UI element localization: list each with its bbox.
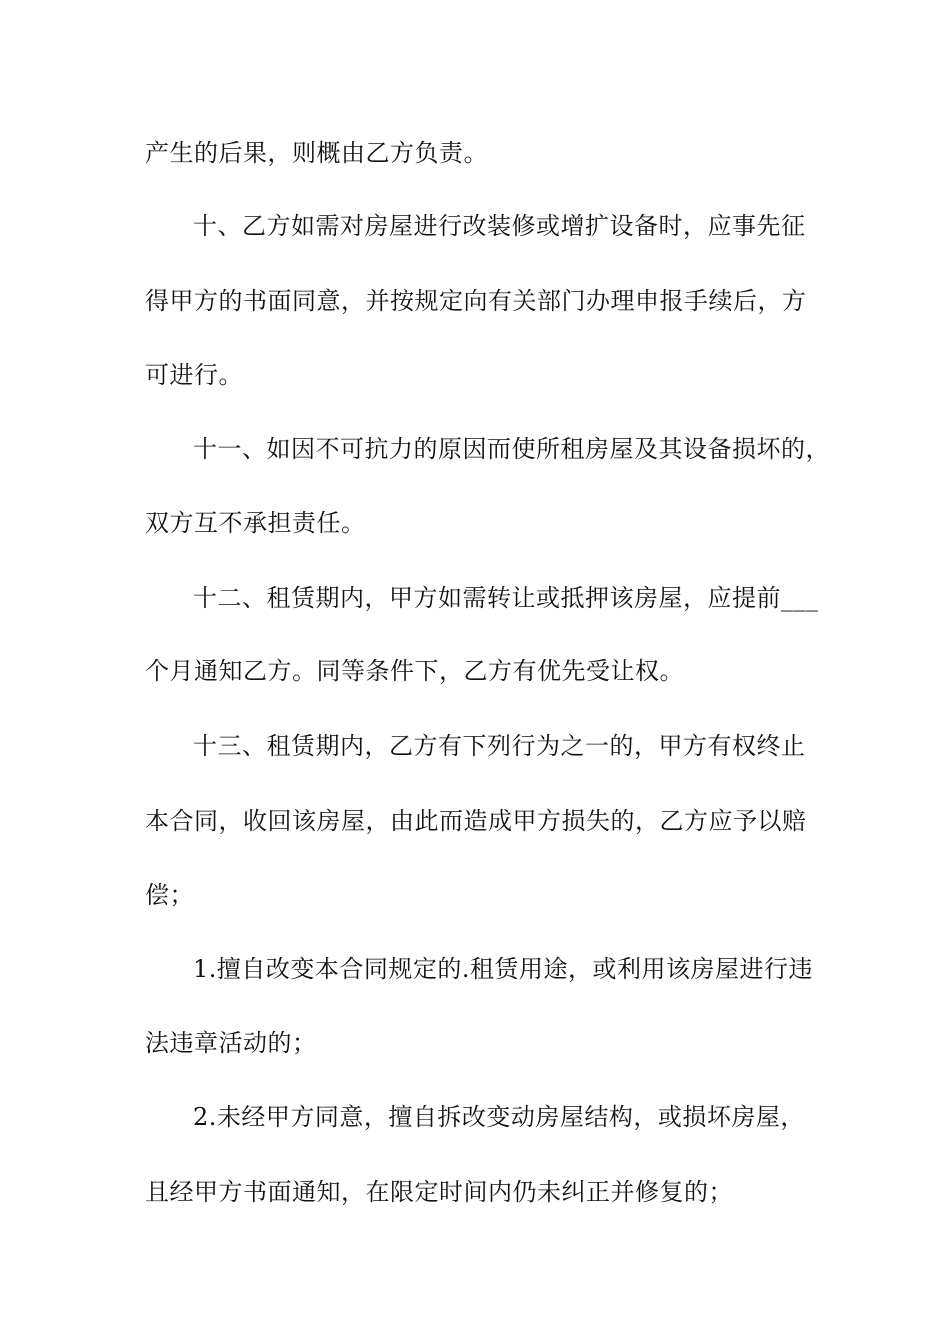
paragraph-11-start: 十一、如因不可抗力的原因而使所租房屋及其设备损坏的， bbox=[193, 435, 830, 463]
text-line: 双方互不承担责任。 bbox=[145, 509, 366, 537]
text-line: 法违章活动的； bbox=[145, 1029, 317, 1057]
text-line: 产生的后果，则概由乙方负责。 bbox=[145, 139, 488, 167]
text-line: 得甲方的书面同意，并按规定向有关部门办理申报手续后，方 bbox=[145, 287, 807, 315]
text-line: 且经甲方书面通知，在限定时间内仍未纠正并修复的； bbox=[145, 1178, 733, 1206]
text-line: 本合同，收回该房屋，由此而造成甲方损失的，乙方应予以赔 bbox=[145, 807, 807, 835]
paragraph-12-start: 十二、租赁期内，甲方如需转让或抵押该房屋，应提前___ bbox=[193, 584, 819, 612]
text-line: 个月通知乙方。同等条件下，乙方有优先受让权。 bbox=[145, 657, 684, 685]
paragraph-13-start: 十三、租赁期内，乙方有下列行为之一的，甲方有权终止 bbox=[193, 732, 806, 760]
list-item-1-start: 1.擅自改变本合同规定的.租赁用途，或利用该房屋进行违 bbox=[193, 955, 814, 983]
list-item-2-start: 2.未经甲方同意，擅自拆改变动房屋结构，或损坏房屋， bbox=[193, 1103, 805, 1131]
text-line: 偿； bbox=[145, 881, 194, 909]
text-line: 可进行。 bbox=[145, 361, 243, 389]
paragraph-10-start: 十、乙方如需对房屋进行改装修或增扩设备时，应事先征 bbox=[193, 212, 806, 240]
